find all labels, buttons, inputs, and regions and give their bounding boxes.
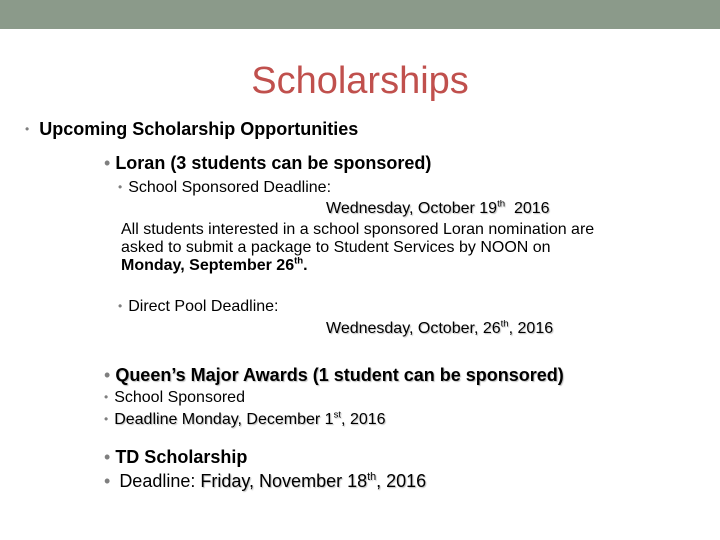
bullet-icon: • xyxy=(104,365,111,385)
td-deadline-date: Friday, November 18th, 2016 xyxy=(200,471,427,491)
loran-school-item xyxy=(118,179,331,197)
bullet-icon: • xyxy=(118,299,123,313)
loran-item xyxy=(104,153,431,174)
queens-deadline-item xyxy=(104,411,386,429)
bullet-icon: • xyxy=(104,390,109,404)
loran-note-line-3: Monday, September 26th. xyxy=(121,255,308,274)
loran-note-line-1: All students interested in a school sponsored Loran nomination are xyxy=(121,221,595,238)
bullet-icon: • xyxy=(118,180,123,194)
slide-title: Scholarships xyxy=(251,60,469,102)
heading-item xyxy=(25,119,358,140)
queens-title: Queen’s Major Awards (1 student can be sponsored) xyxy=(115,365,564,385)
queens-school-item: • School Sponsored xyxy=(104,389,245,406)
bullet-icon: • xyxy=(104,412,109,426)
loran-school-deadline: Wednesday, October 19th 2016 xyxy=(326,198,550,217)
td-deadline-label: Deadline: xyxy=(119,471,201,491)
loran-pool-label: Direct Pool Deadline: xyxy=(128,298,279,315)
td-item xyxy=(104,447,247,468)
loran-title: Loran (3 students can be sponsored) xyxy=(115,153,432,173)
loran-school-label: School Sponsored Deadline: xyxy=(128,179,332,196)
queens-item xyxy=(104,365,564,386)
bullet-icon: • xyxy=(104,153,111,173)
heading-text: Upcoming Scholarship Opportunities xyxy=(39,119,359,139)
queens-deadline: Deadline Monday, December 1st, 2016 xyxy=(114,409,386,428)
loran-pool-deadline: Wednesday, October, 26th, 2016 xyxy=(326,318,554,337)
loran-note-line-2: asked to submit a package to Student Services by NOON on xyxy=(121,239,551,256)
bullet-icon: • xyxy=(104,471,111,491)
top-bar xyxy=(0,0,720,29)
loran-pool-item xyxy=(118,298,279,316)
td-deadline-item xyxy=(104,471,426,492)
bullet-icon: • xyxy=(25,122,30,136)
bullet-icon: • xyxy=(104,447,111,467)
td-title: TD Scholarship xyxy=(115,447,248,467)
